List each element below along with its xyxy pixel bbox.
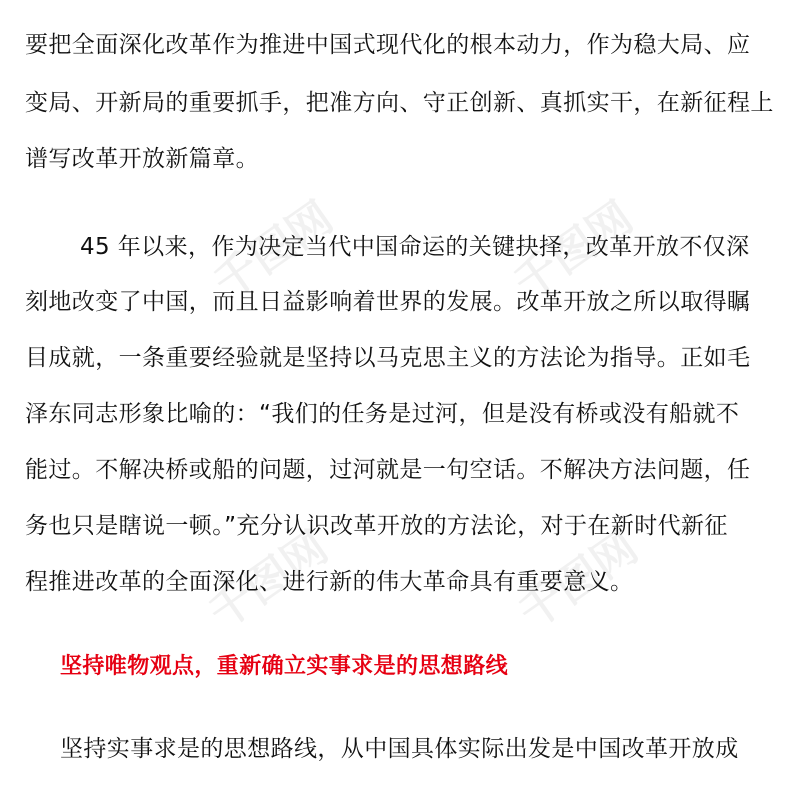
section-heading: 坚持唯物观点，重新确立实事求是的思想路线 (60, 654, 509, 679)
watermark: 千图网 (509, 521, 648, 640)
paragraph-2-line: 务也只是瞎说一顿。”充分认识改革开放的方法论，对于在新时代新征 (25, 513, 728, 539)
watermark: 千图网 (199, 521, 338, 640)
paragraph-2-line: 泽东同志形象比喻的：“我们的任务是过河，但是没有桥或没有船就不 (25, 401, 740, 427)
paragraph-1-line: 谱写改革开放新篇章。 (25, 146, 259, 172)
paragraph-2-line: 程推进改革的全面深化、进行新的伟大革命具有重要意义。 (25, 569, 634, 595)
paragraph-2-line: 45 年以来，作为决定当代中国命运的关键抉择，改革开放不仅深 (80, 234, 750, 260)
paragraph-1-line: 要把全面深化改革作为推进中国式现代化的根本动力，作为稳大局、应 (25, 32, 751, 58)
paragraph-1-line: 变局、开新局的重要抓手，把准方向、守正创新、真抓实干，在新征程上 (25, 90, 774, 116)
paragraph-3-line: 坚持实事求是的思想路线，从中国具体实际出发是中国改革开放成 (60, 736, 739, 762)
paragraph-2-line: 刻地改变了中国，而且日益影响着世界的发展。改革开放之所以取得瞩 (25, 289, 751, 315)
paragraph-2-line: 目成就，一条重要经验就是坚持以马克思主义的方法论为指导。正如毛 (25, 345, 751, 371)
paragraph-2-line: 能过。不解决桥或船的问题，过河就是一句空话。不解决方法问题，任 (25, 457, 751, 483)
watermark: 千图网 (204, 191, 343, 310)
watermark: 千图网 (504, 191, 643, 310)
